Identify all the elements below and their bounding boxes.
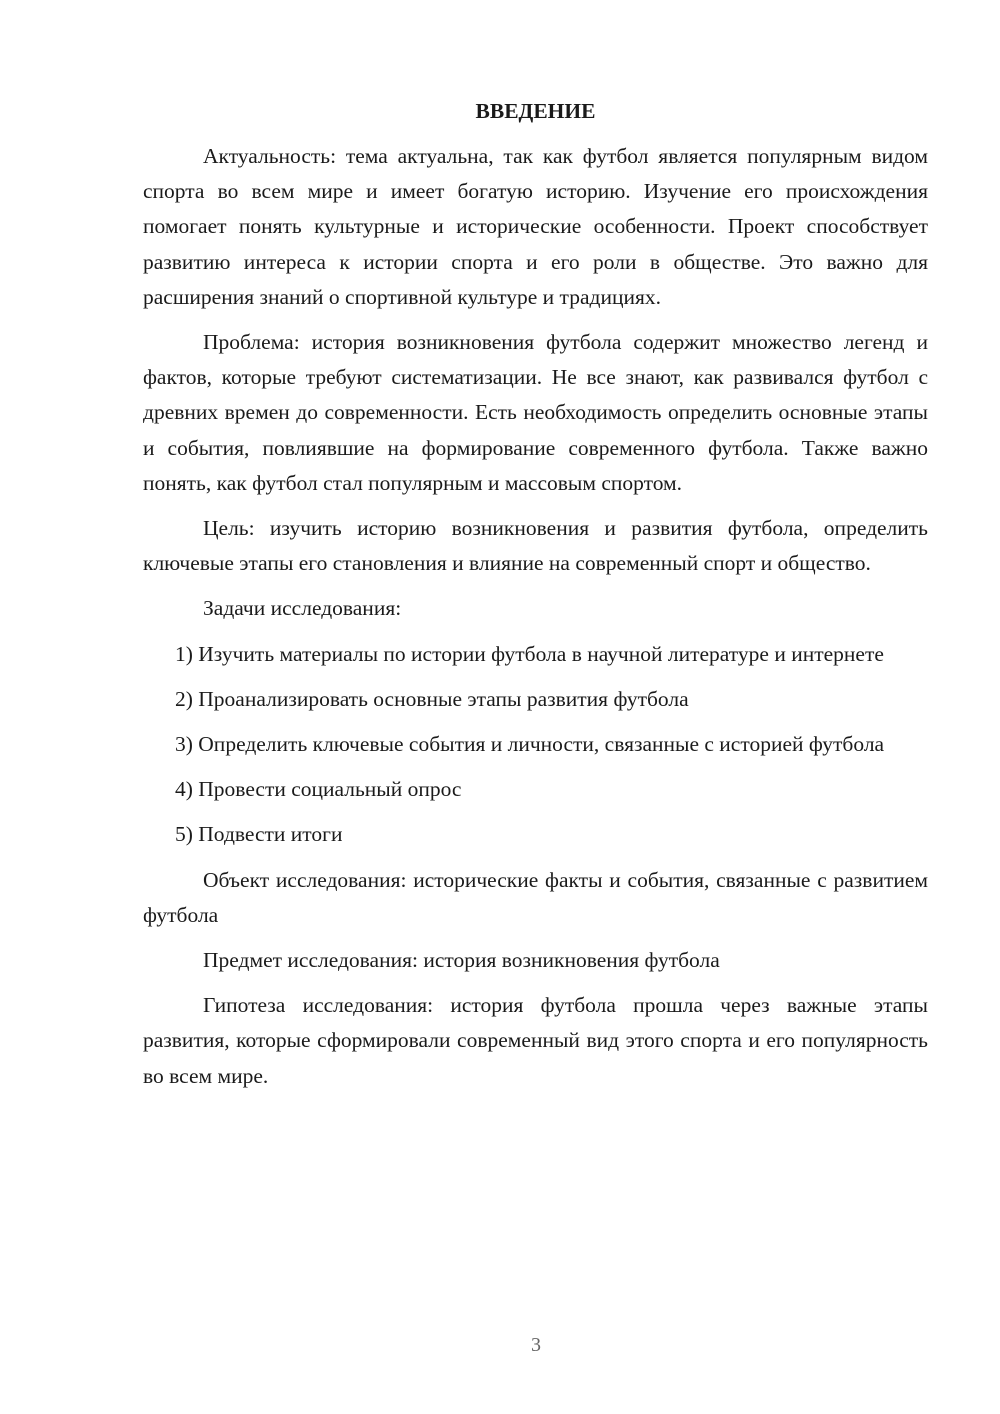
- paragraph-subject: Предмет исследования: история возникновения футбола: [203, 948, 720, 973]
- paragraph-hypothesis: Гипотеза исследования: история футбола прошла через важные этапы развития, которые сформировали современный вид этого спорта и его популярность во всем мире.: [143, 993, 928, 1088]
- page-content: [143, 94, 928, 1104]
- paragraph-problem: Проблема: история возникновения футбола содержит множество легенд и фактов, которые требуют систематизации. Не все знают, как развивался футбол с древних времен до современности. Есть необходимость определить основные этапы и события, повлиявшие на формирование современного футбола. Также важно понять, как футбол стал популярным и массовым спортом.: [143, 330, 928, 495]
- section-heading: ВВЕДЕНИЕ: [475, 99, 596, 123]
- task-item-1: 1) Изучить материалы по истории футбола в научной литературе и интернете: [175, 641, 884, 666]
- page-number: 3: [531, 1334, 541, 1356]
- task-item-4: 4) Провести социальный опрос: [175, 777, 462, 802]
- task-item-2: 2) Проанализировать основные этапы развития футбола: [175, 686, 689, 711]
- paragraph-tasks-title: Задачи исследования:: [203, 596, 402, 621]
- paragraph-goal: Цель: изучить историю возникновения и развития футбола, определить ключевые этапы его становления и влияние на современный спорт и общество.: [143, 516, 928, 576]
- task-item-5: 5) Подвести итоги: [175, 822, 343, 847]
- paragraph-relevance: Актуальность: тема актуальна, так как футбол является популярным видом спорта во всем мире и имеет богатую историю. Изучение его происхождения помогает понять культурные и исторические особенности. Проект способствует развитию интереса к истории спорта и его роли в обществе. Это важно для расширения знаний о спортивной культуре и традициях.: [143, 144, 928, 309]
- task-item-3: 3) Определить ключевые события и личности, связанные с историей футбола: [175, 732, 885, 757]
- paragraph-object: Объект исследования: исторические факты и события, связанные с развитием футбола: [143, 867, 928, 927]
